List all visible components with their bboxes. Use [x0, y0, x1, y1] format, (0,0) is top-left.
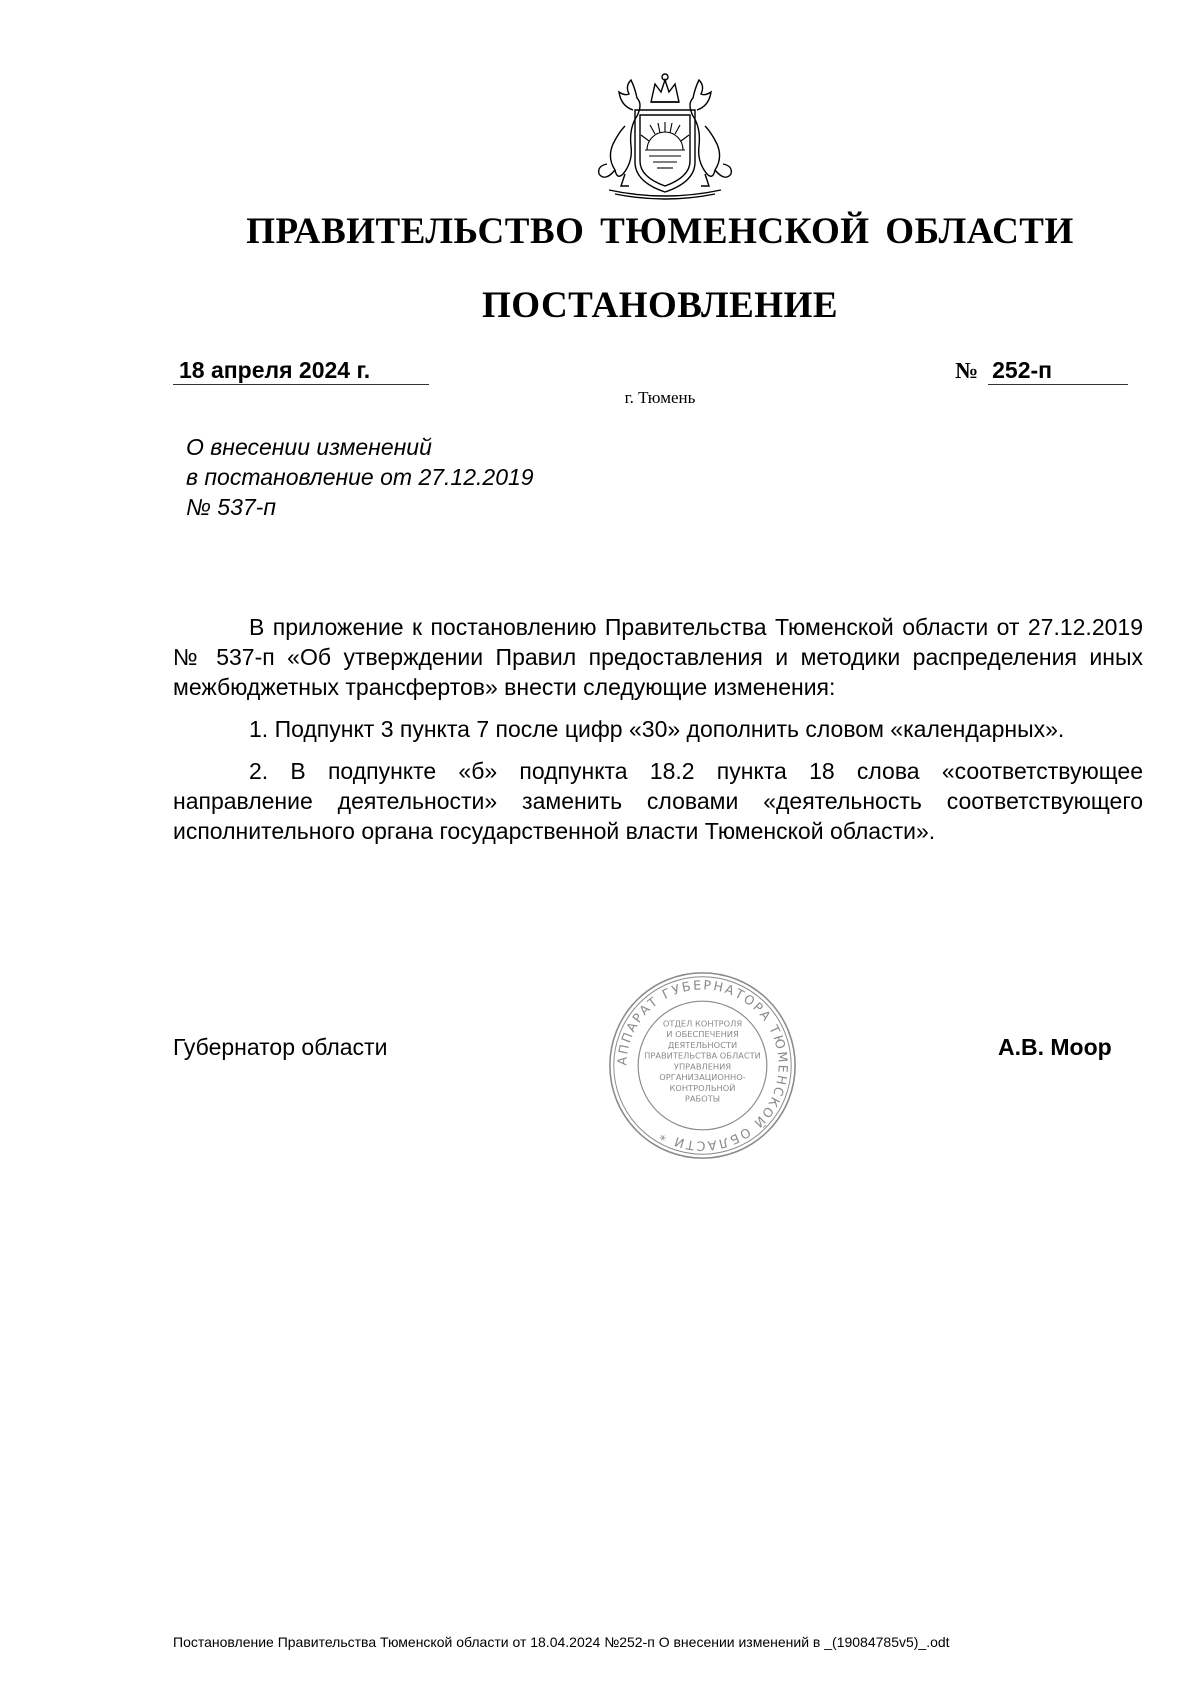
body-paragraph-intro: В приложение к постановлению Правительства Тюменской области от 27.12.2019 № 537-п «Об утверждении Правил предоставления и методики распределения иных межбюджетных трансфертов» внести следующие изменения:: [173, 614, 1143, 700]
document-footer: Постановление Правительства Тюменской области от 18.04.2024 №252-п О внесении изменений в _(19084785v5)_.odt: [173, 1634, 950, 1650]
svg-text:ДЕЯТЕЛЬНОСТИ: ДЕЯТЕЛЬНОСТИ: [667, 1039, 738, 1050]
government-name: ПРАВИТЕЛЬСТВО ТЮМЕНСКОЙ ОБЛАСТИ: [246, 211, 1074, 252]
document-date: 18 апреля 2024 г.: [173, 356, 429, 385]
official-seal-icon: [605, 968, 800, 1163]
document-subject: [186, 432, 534, 522]
svg-text:РАБОТЫ: РАБОТЫ: [684, 1093, 721, 1104]
tyumen-region-coat-of-arms-icon: [585, 70, 745, 202]
subject-line: № 537-п: [186, 494, 276, 520]
body-paragraph-item-2: 2. В подпункте «б» подпункта 18.2 пункта 18 слова «соответствующее направление деятельности» заменить словами «деятельность соответствующего исполнительного органа государственной власти Тюменской области».: [173, 758, 1143, 844]
document-type: ПОСТАНОВЛЕНИЕ: [481, 285, 839, 326]
signer-title: Губернатор области: [173, 1034, 388, 1060]
svg-text:АППАРАТ ГУБЕРНАТОРА ТЮМЕНСКОЙ: АППАРАТ ГУБЕРНАТОРА ТЮМЕНСКОЙ ОБЛАСТИ *: [614, 977, 791, 1154]
svg-text:ОТДЕЛ КОНТРОЛЯ: ОТДЕЛ КОНТРОЛЯ: [662, 1018, 743, 1029]
svg-text:ОРГАНИЗАЦИОННО-: ОРГАНИЗАЦИОННО-: [659, 1072, 746, 1083]
number-sign: №: [955, 358, 979, 383]
subject-line: О внесении изменений: [186, 434, 432, 460]
number-value: 252-п: [988, 356, 1128, 385]
document-body: [173, 612, 1143, 858]
city: г. Тюмень: [624, 388, 696, 407]
svg-text:УПРАВЛЕНИЯ: УПРАВЛЕНИЯ: [673, 1061, 732, 1072]
body-paragraph-item-1: 1. Подпункт 3 пункта 7 после цифр «30» дополнить словом «календарных».: [249, 716, 1065, 742]
svg-text:ПРАВИТЕЛЬСТВА ОБЛАСТИ: ПРАВИТЕЛЬСТВА ОБЛАСТИ: [644, 1050, 761, 1061]
document-number: [955, 356, 1135, 385]
subject-line: в постановление от 27.12.2019: [186, 464, 534, 490]
svg-text:И ОБЕСПЕЧЕНИЯ: И ОБЕСПЕЧЕНИЯ: [666, 1029, 739, 1040]
svg-text:КОНТРОЛЬНОЙ: КОНТРОЛЬНОЙ: [669, 1082, 736, 1093]
signer-name: А.В. Моор: [998, 1034, 1112, 1060]
